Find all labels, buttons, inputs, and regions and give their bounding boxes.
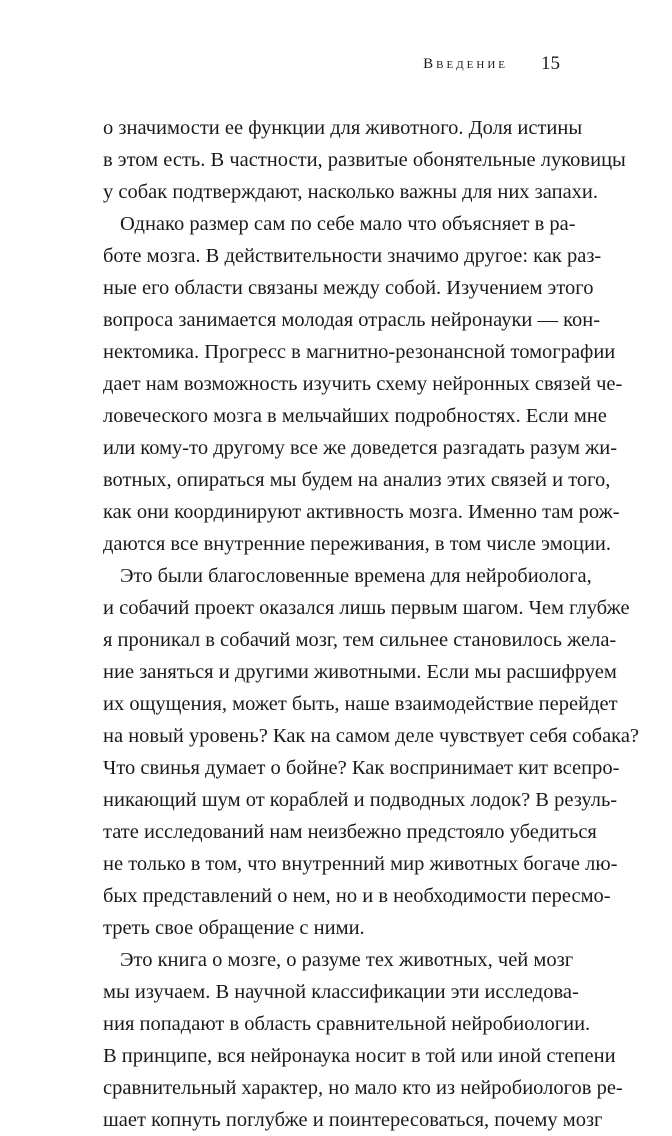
text-line: в этом есть. В частности, развитые обонятельные луковицы bbox=[103, 149, 626, 171]
text-line: вопроса занимается молодая отрасль нейронауки — кон- bbox=[103, 309, 601, 331]
text-line: бых представлений о нем, но и в необходимости пересмо- bbox=[103, 885, 611, 907]
text-line: мы изучаем. В научной классификации эти исследова- bbox=[103, 981, 579, 1003]
text-line: вотных, опираться мы будем на анализ этих связей и того, bbox=[103, 469, 611, 491]
running-head bbox=[0, 52, 560, 76]
body-text bbox=[103, 112, 640, 1136]
text-line: треть свое обращение с ними. bbox=[103, 917, 365, 939]
text-line: даются все внутренние переживания, в том числе эмоции. bbox=[103, 533, 612, 555]
text-line: на новый уровень? Как на самом деле чувствует себя собака? bbox=[103, 725, 640, 747]
text-line: боте мозга. В действительности значимо другое: как раз- bbox=[103, 245, 602, 267]
paragraph bbox=[103, 208, 623, 560]
text-line: Это книга о мозге, о разуме тех животных, чей мозг bbox=[120, 949, 574, 971]
text-line: тате исследований нам неизбежно предстояло убедиться bbox=[103, 821, 597, 843]
text-line: не только в том, что внутренний мир животных богаче лю- bbox=[103, 853, 618, 875]
text-line: никающий шум от кораблей и подводных лодок? В резуль- bbox=[103, 789, 618, 811]
running-title: Введение bbox=[423, 56, 508, 72]
text-line: о значимости ее функции для животного. Доля истины bbox=[103, 117, 583, 139]
text-line: как они координируют активность мозга. Именно там рож- bbox=[103, 501, 620, 523]
text-line: дает нам возможность изучить схему нейронных связей че- bbox=[103, 373, 623, 395]
text-line: Это были благословенные времена для нейробиолога, bbox=[120, 565, 592, 587]
text-line: ния попадают в область сравнительной нейробиологии. bbox=[103, 1013, 591, 1035]
text-line: у собак подтверждают, насколько важны для них запахи. bbox=[103, 181, 599, 203]
text-line: ние заняться и другими животными. Если мы расшифруем bbox=[103, 661, 617, 683]
text-line: или кому-то другому все же доведется разгадать разум жи- bbox=[103, 437, 618, 459]
paragraph bbox=[103, 560, 640, 944]
text-line: и собачий проект оказался лишь первым шагом. Чем глубже bbox=[103, 597, 630, 619]
text-line: ные его области связаны между собой. Изучением этого bbox=[103, 277, 594, 299]
text-line: ловеческого мозга в мельчайших подробностях. Если мне bbox=[103, 405, 607, 427]
text-line: В принципе, вся нейронаука носит в той или иной степени bbox=[103, 1045, 616, 1067]
text-line: их ощущения, может быть, наше взаимодействие перейдет bbox=[103, 693, 618, 715]
text-line: шает копнуть поглубже и поинтересоваться, почему мозг bbox=[103, 1109, 603, 1131]
text-line: я проникал в собачий мозг, тем сильнее становилось жела- bbox=[103, 629, 617, 651]
text-line: нектомика. Прогресс в магнитно-резонансной томографии bbox=[103, 341, 616, 363]
paragraph bbox=[103, 944, 623, 1136]
page-number: 15 bbox=[541, 53, 560, 74]
paragraph bbox=[103, 112, 626, 208]
text-line: сравнительный характер, но мало кто из нейробиологов ре- bbox=[103, 1077, 623, 1099]
text-line: Что свинья думает о бойне? Как воспринимает кит всепро- bbox=[103, 757, 620, 779]
text-line: Однако размер сам по себе мало что объясняет в ра- bbox=[120, 213, 576, 235]
